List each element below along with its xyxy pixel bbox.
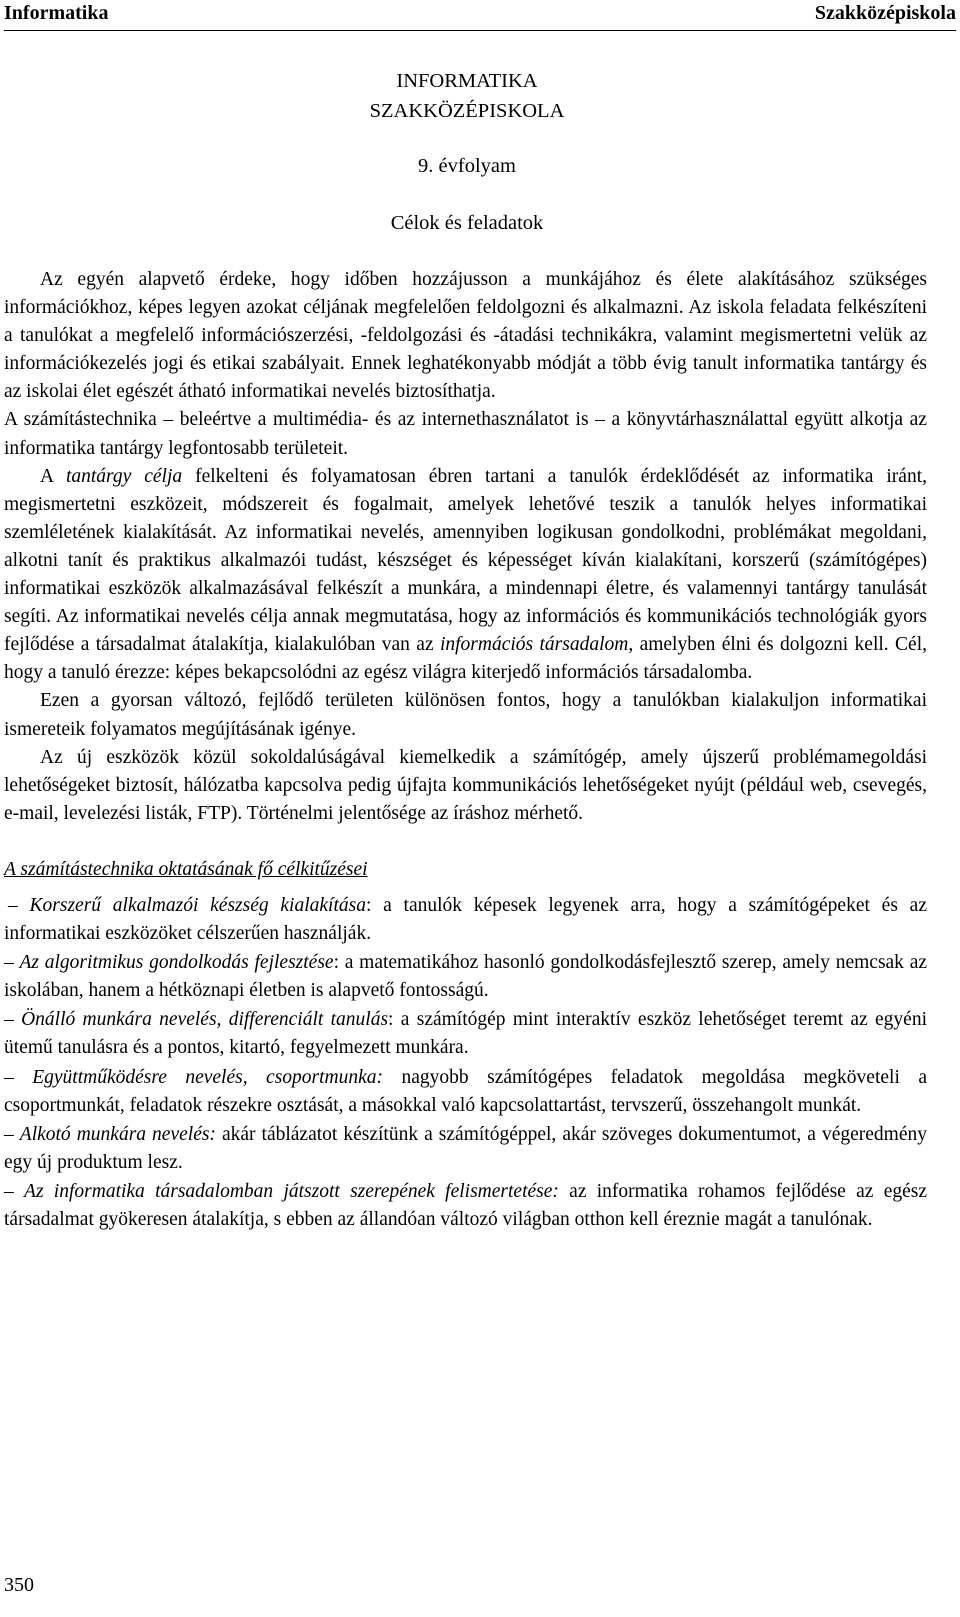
goal-dash: – [8,894,30,916]
body-text [4,266,927,1234]
goal-title: Együttműködésre nevelés, csoportmunka: [32,1066,384,1088]
header-subject: Informatika [4,2,109,24]
goal-dash: – [4,1066,33,1088]
goal-dash: – [4,1009,22,1031]
goal-item [4,892,927,948]
paragraph-computing: A számítástechnika – beleértve a multimédia- és az internethasználatot is – a könyvtárhasználattal együtt alkotja az informatika tantárgy legfontosabb területeit. [4,409,927,459]
goal-dash: – [4,1123,20,1145]
goal-item [4,1064,927,1120]
paragraph-new-tools: Az új eszközök közül sokoldalúságával kiemelkedik a számítógép, amely újszerű problémamegoldási lehetőségeket biztosít, hálózatba kapcsolva pedig újfajta kommunikációs lehetőségeket nyújt (például web, csevegés, e-mail, levelezési listák, FTP). Történelmi jelentősége az íráshoz mérhető. [4,746,927,824]
grade-heading: 9. évfolyam [418,155,516,177]
goal-text: : a matematikához hasonló gondolkodásfejlesztő szerep, amely nemcsak az iskolában, hanem a hétköznapi életben is alapvető fontosságú. [4,952,927,1002]
goal-text: : a tanulók képesek legyenek arra, hogy a számítógépeket és az informatikai eszközöket célszerűen használják. [4,894,927,945]
goal-text: az informatika rohamos fejlődése az egész társadalmat gyökeresen átalakítja, s ebben az állandóan változó világban otthon kell éreznie magát a tanulónak. [4,1180,927,1230]
goal-title: Az informatika társadalomban játszott szerepének felismertetése: [24,1180,559,1202]
goal-text: : a számítógép mint interaktív eszköz lehetőséget teremt az egyéni ütemű tanulásra és a pontos, kitartó, fegyelmezett munkára. [4,1009,928,1059]
paragraph-subject-goal-body: felkelteni és folyamatosan ébren tartani a tanulók érdeklődését az informatika iránt, megismertetni eszközeit, módszereit és fogalmait, amelyek lehetővé teszik a tanulók helyes informatikai szemléletének kialakítását. Az informatikai nevelés, amennyiben logikusan gondolkodni, problémákat megoldani, alkotni tanít és praktikus alkalmazói tudást, készséget és képességet kíván kialakítani, korszerű (számítógépes) informatikai eszközök alkalmazásával felkészít a munkára, a mindennapi életre, és valamennyi tantárgy tanulását segíti. Az informatikai nevelés célja annak megmutatása, hogy az információs és kommunikációs technológiák gyors fejlődése a társadalmat átalakítja, kialakulóban van az [4,465,927,656]
paragraph-intro: Az egyén alapvető érdeke, hogy időben hozzájusson a munkájához és élete alakításához szükséges információkhoz, képes legyen azokat céljának megfelelően feldolgozni és alkalmazni. Az iskola feladata felkészíteni a tanulókat a megfelelő információszerzési, -feldolgozási és -átadási technikákra, valamint megismertetni velük az információkezelés jogi és etikai szabályait. Ennek leghatékonyabb módját a több évig tanult informatika tantárgy és az iskolai élet egészét átható informatikai nevelés biztosíthatja. [4,269,927,403]
page-number: 350 [4,1574,34,1596]
section-heading: Célok és feladatok [390,212,544,234]
paragraph-renewal: Ezen a gyorsan változó, fejlődő területen különösen fontos, hogy a tanulókban kialakuljon informatikai ismereteik folyamatos megújításának igénye. [4,690,927,740]
running-header [4,0,956,31]
subject-goal-emphasis: tantárgy célja [65,465,183,487]
header-school-type: Szakközépiskola [814,2,956,24]
goal-text: akár táblázatot készítünk a számítógéppel, akár szöveges dokumentumot, a végeredmény egy új produktum lesz. [4,1123,927,1173]
paragraph-subject-goal-end: amelyben élni és dolgozni kell. Cél, hogy a tanuló érezze: képes bekapcsolódni az egész világra kiterjedő információs társadalomba. [4,634,927,684]
goal-title: Korszerű alkalmazói készség kialakítása [29,894,366,916]
goal-dash: – [4,1180,25,1202]
goal-title: Önálló munkára nevelés, differenciált tanulás [21,1009,389,1031]
goal-item [4,1178,927,1234]
paragraph-subject-goal [4,463,927,688]
goal-dash: – [4,952,20,974]
document-title-line-1: INFORMATIKA [396,70,538,92]
goal-item [4,1121,927,1177]
goal-title: Az algoritmikus gondolkodás fejlesztése [19,952,334,974]
goals-subheading [4,856,927,884]
goal-text: nagyobb számítógépes feladatok megoldása megköveteli a csoportmunkát, feladatok részekre osztását, a másokkal való kapcsolattartást, tervszerű, összehangolt munkát. [4,1066,927,1116]
information-society-emphasis: információs társadalom, [439,634,634,656]
goal-item [4,949,927,1005]
paragraph-subject-goal-lead: A [40,465,66,487]
goal-title: Alkotó munkára nevelés: [19,1123,216,1145]
goals-subheading-text: A számítástechnika oktatásának fő célkitűzései [4,858,368,880]
goal-item [4,1006,927,1062]
document-title-line-2: SZAKKÖZÉPISKOLA [369,100,565,122]
